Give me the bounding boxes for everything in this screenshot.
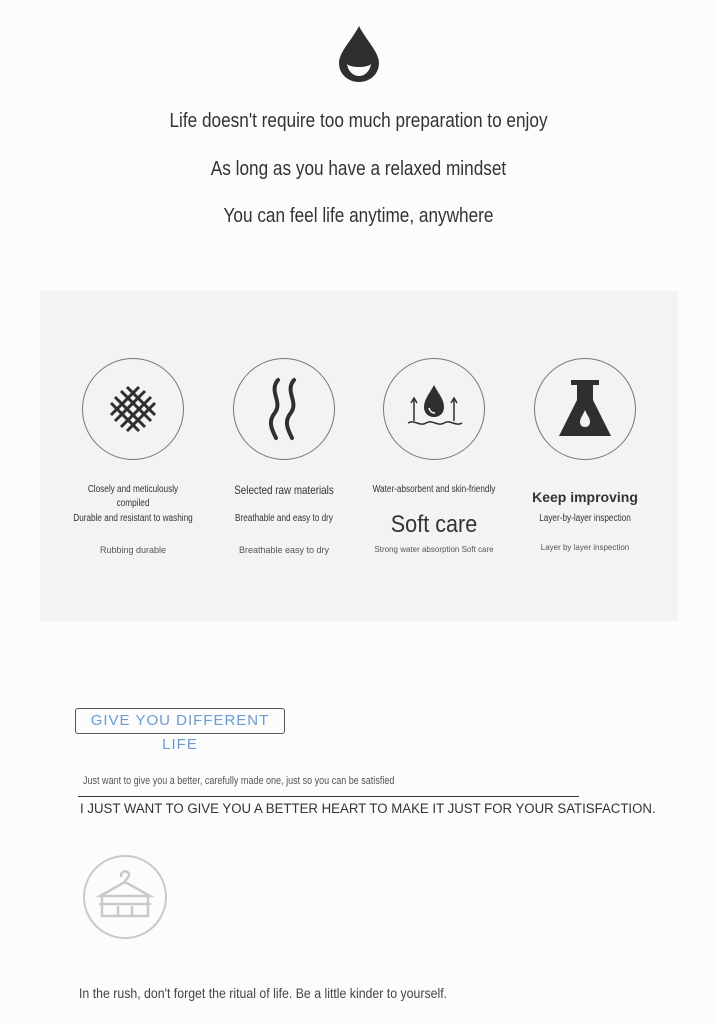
- towel-hanger-icon: [82, 854, 168, 940]
- section-small-line: Just want to give you a better, carefully made one, just so you can be satisfied: [83, 775, 395, 787]
- feature-durable-caption: Rubbing durable: [99, 545, 167, 555]
- headline-1: Life doesn't require too much preparation to enjoy: [169, 110, 548, 132]
- feature-materials-subtitle: Breathable and easy to dry: [234, 513, 334, 524]
- feature-inspection-title: Keep improving: [532, 489, 638, 505]
- headline-3: You can feel life anytime, anywhere: [223, 205, 494, 227]
- water-drop-icon: [336, 24, 382, 84]
- feature-inspection-subtitle: Layer-by-layer inspection: [539, 513, 631, 524]
- crosshatch-weave-icon: [82, 358, 184, 460]
- flask-icon: [534, 358, 636, 460]
- wavy-fibers-icon: [233, 358, 335, 460]
- section-badge: GIVE YOU DIFFERENT LIFE: [75, 708, 285, 734]
- feature-durable-subtitle: Durable and resistant to washing: [73, 513, 193, 524]
- feature-absorbent-title: Water-absorbent and skin-friendly: [372, 484, 496, 495]
- section-caps-line: I JUST WANT TO GIVE YOU A BETTER HEART TO MAKE IT JUST FOR YOUR SATISFACTION.: [80, 801, 656, 816]
- features-panel: [40, 291, 678, 621]
- feature-durable-title: Closely and meticulously compiled: [87, 484, 179, 509]
- feature-absorbent-caption: Strong water absorption Soft care: [374, 545, 494, 554]
- water-absorption-icon: [383, 358, 485, 460]
- feature-materials-title: Selected raw materials: [234, 483, 334, 497]
- closing-line: In the rush, don't forget the ritual of life. Be a little kinder to yourself.: [79, 985, 448, 1001]
- feature-absorbent-headline: Soft care: [390, 511, 478, 538]
- headline-2: As long as you have a relaxed mindset: [210, 158, 507, 180]
- feature-materials-caption: Breathable easy to dry: [238, 545, 330, 555]
- divider-line: [78, 796, 579, 797]
- feature-inspection-caption: Layer by layer inspection: [540, 543, 630, 552]
